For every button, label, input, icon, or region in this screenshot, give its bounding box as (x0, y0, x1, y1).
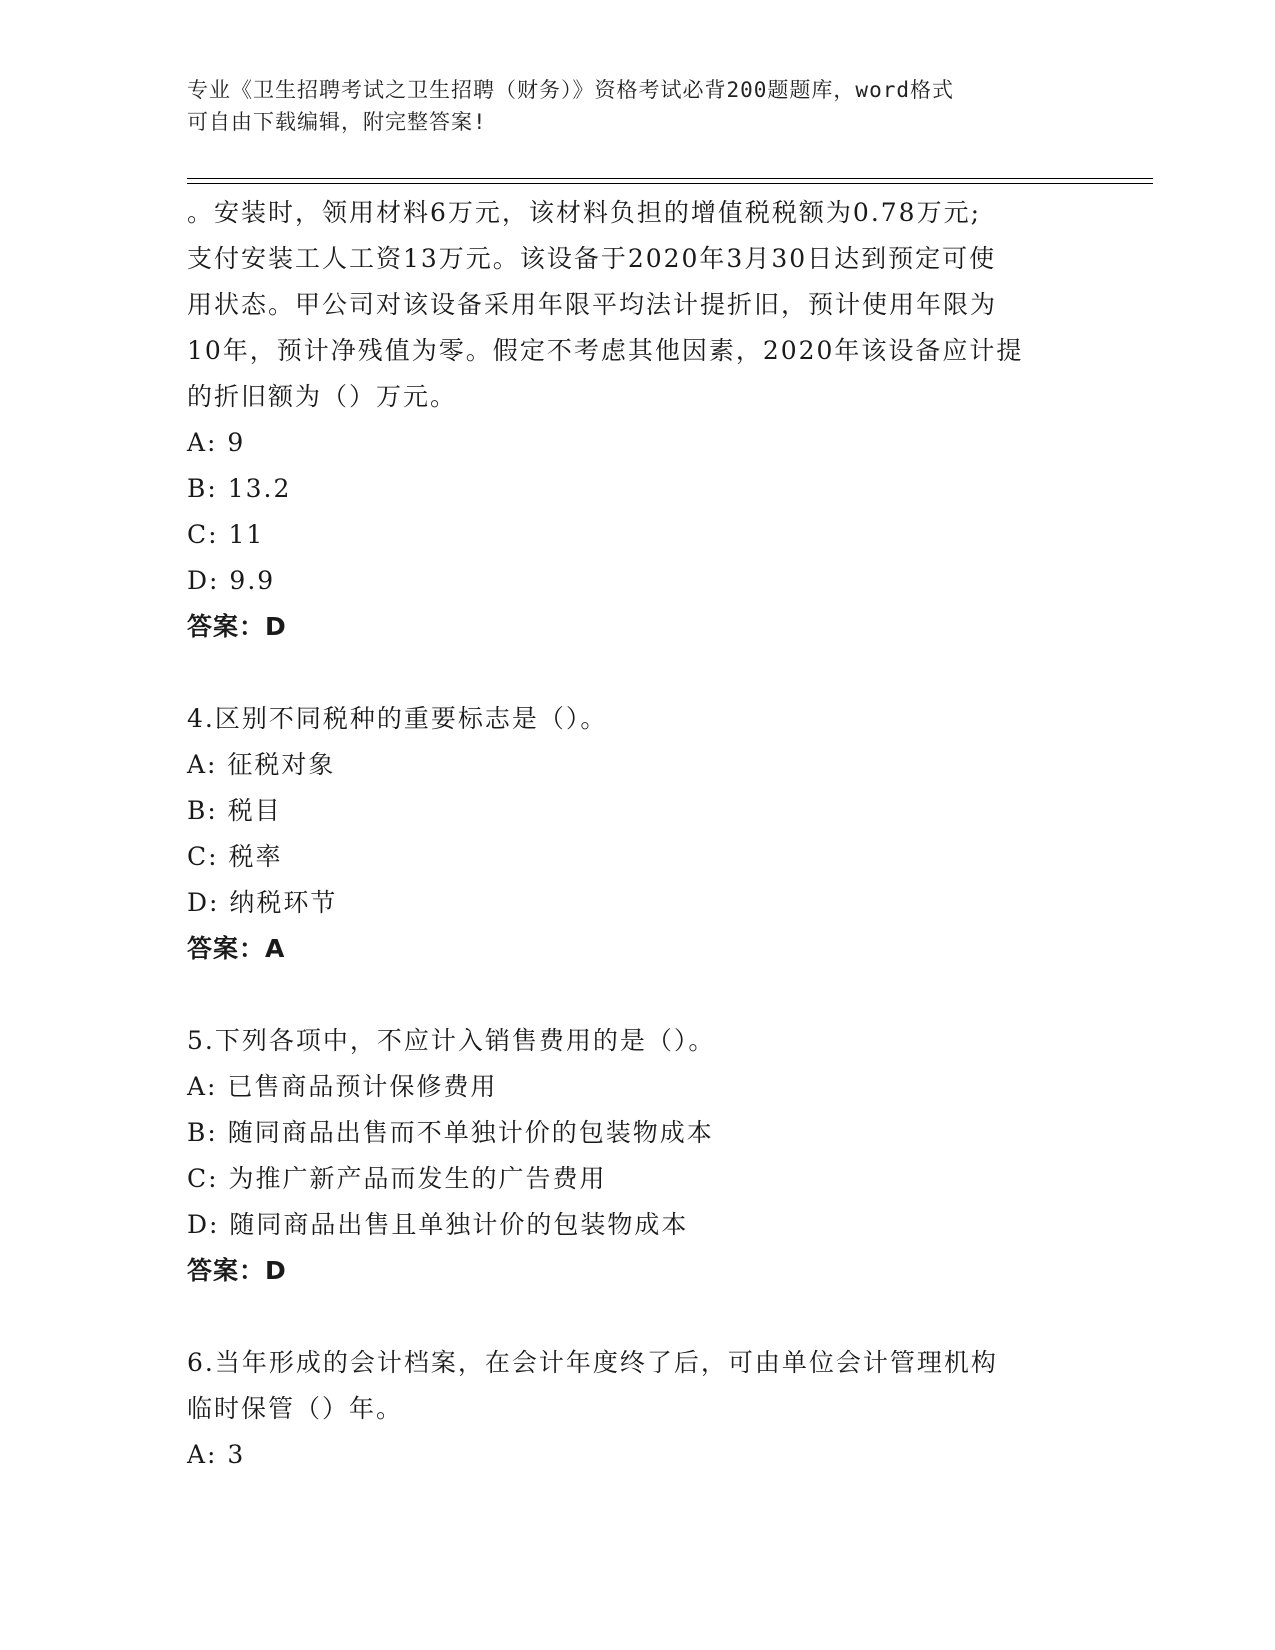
option-c: C: 为推广新产品而发生的广告费用 (187, 1164, 607, 1193)
question-4 (187, 696, 1067, 972)
question-stem-line: 的折旧额为（）万元。 (187, 382, 458, 411)
document-header (187, 74, 1087, 138)
question-stem-line: 临时保管（）年。 (187, 1394, 404, 1423)
answer-line: 答案：D (187, 612, 287, 641)
header-divider-bottom (187, 183, 1153, 184)
question-6 (187, 1340, 1067, 1478)
header-line-2: 可自由下载编辑，附完整答案! (187, 110, 487, 134)
option-c: C: 税率 (187, 842, 283, 871)
question-stem-line: 4.区别不同税种的重要标志是（）。 (187, 704, 608, 733)
option-a: A: 9 (187, 428, 246, 457)
option-b: B: 税目 (187, 796, 282, 825)
question-stem-line: 10年，预计净残值为零。假定不考虑其他因素，2020年该设备应计提 (187, 336, 1024, 365)
question-spacer (187, 1294, 1067, 1340)
header-divider-top (187, 178, 1153, 179)
option-b: B: 13.2 (187, 474, 292, 503)
question-stem-line: 支付安装工人工资13万元。该设备于2020年3月30日达到预定可使 (187, 244, 997, 273)
question-5 (187, 1018, 1067, 1294)
header-line-1: 专业《卫生招聘考试之卫生招聘（财务）》资格考试必背200题题库，word格式 (187, 78, 954, 102)
question-spacer (187, 972, 1067, 1018)
answer-line: 答案：D (187, 1256, 287, 1285)
option-d: D: 9.9 (187, 566, 276, 595)
option-a: A: 3 (187, 1440, 246, 1469)
option-a: A: 征税对象 (187, 750, 336, 779)
question-stem-line: 5.下列各项中，不应计入销售费用的是（）。 (187, 1026, 716, 1055)
question-3 (187, 190, 1067, 650)
option-a: A: 已售商品预计保修费用 (187, 1072, 498, 1101)
option-d: D: 随同商品出售且单独计价的包装物成本 (187, 1210, 689, 1239)
question-spacer (187, 650, 1067, 696)
option-c: C: 11 (187, 520, 265, 549)
question-stem-line: 6.当年形成的会计档案，在会计年度终了后，可由单位会计管理机构 (187, 1348, 998, 1377)
answer-line: 答案：A (187, 934, 286, 963)
question-stem-line: 用状态。甲公司对该设备采用年限平均法计提折旧，预计使用年限为 (187, 290, 998, 319)
option-b: B: 随同商品出售而不单独计价的包装物成本 (187, 1118, 714, 1147)
option-d: D: 纳税环节 (187, 888, 338, 917)
question-list (187, 190, 1067, 1478)
question-stem-line: 。安装时，领用材料6万元，该材料负担的增值税税额为0.78万元; (187, 198, 981, 227)
